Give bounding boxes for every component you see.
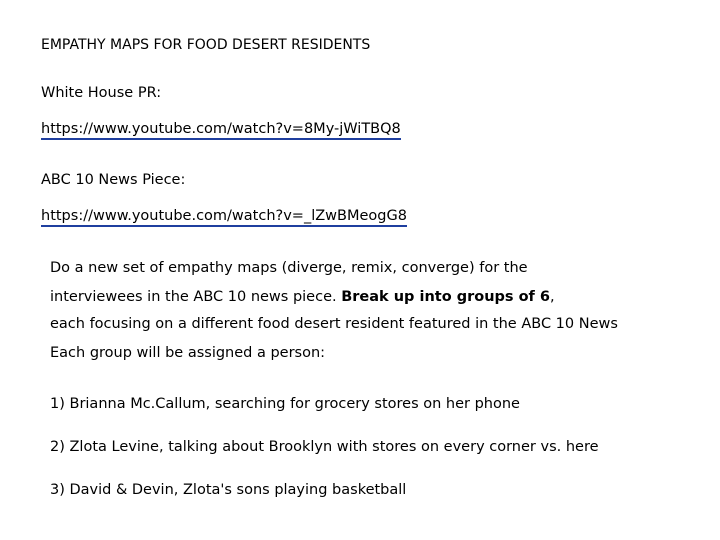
- page-title: EMPATHY MAPS FOR FOOD DESERT RESIDENTS: [41, 37, 371, 53]
- list-item: 2) Zlota Levine, talking about Brooklyn with stores on every corner vs. here: [50, 439, 599, 455]
- list-item: 3) David & Devin, Zlota's sons playing basketball: [50, 482, 407, 498]
- instruction-line-2: [50, 287, 555, 307]
- instruction-line-2-end: ,: [550, 289, 555, 305]
- whitehouse-video-link[interactable]: https://www.youtube.com/watch?v=8My-jWiTBQ8: [41, 120, 401, 140]
- instruction-line-2-text: interviewees in the ABC 10 news piece.: [50, 289, 342, 305]
- instruction-line-1: Do a new set of empathy maps (diverge, remix, converge) for the: [50, 260, 528, 276]
- abc-news-video-link[interactable]: https://www.youtube.com/watch?v=_lZwBMeogG8: [41, 207, 407, 227]
- instruction-emphasis: Break up into groups of 6: [341, 289, 550, 305]
- list-item: 1) Brianna Mc.Callum, searching for grocery stores on her phone: [50, 396, 520, 412]
- instruction-line-4: Each group will be assigned a person:: [50, 345, 326, 361]
- abc-news-label: ABC 10 News Piece:: [41, 172, 186, 188]
- whitehouse-label: White House PR:: [41, 85, 162, 101]
- instruction-line-3: each focusing on a different food desert resident featured in the ABC 10 News: [50, 316, 618, 332]
